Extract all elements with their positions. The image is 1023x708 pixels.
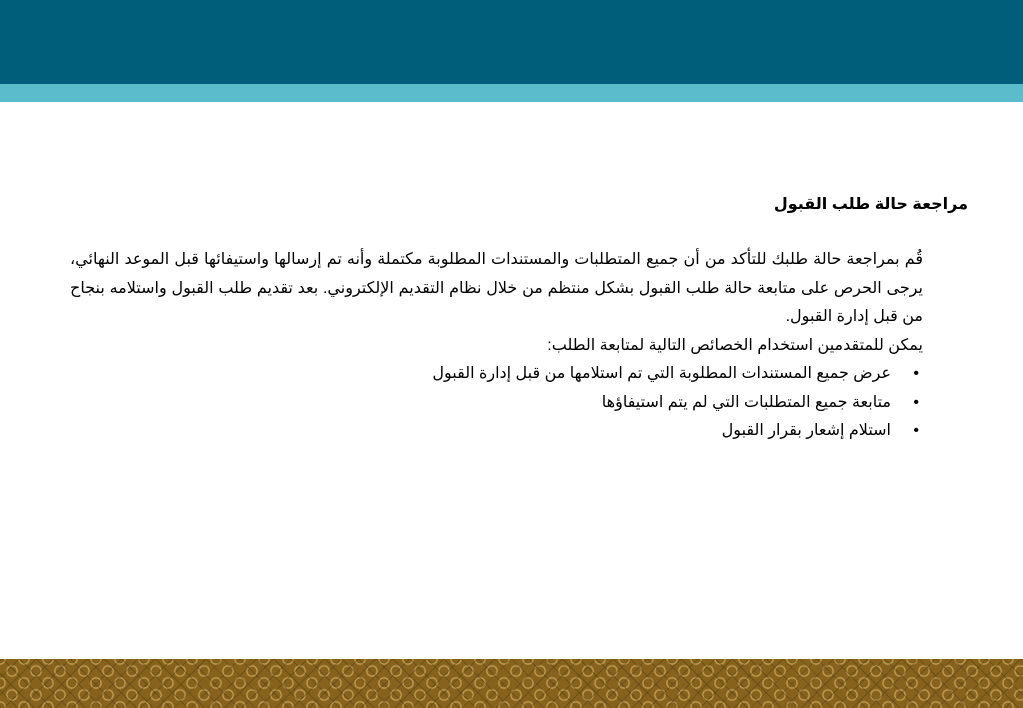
feature-list [70,360,923,446]
list-item-text: عرض جميع المستندات المطلوبة التي تم استلامها من قبل إدارة القبول [432,365,891,382]
list-item [70,417,923,446]
header-stripe [0,84,1023,102]
bullet-icon: • [913,422,919,439]
list-item-text: متابعة جميع المتطلبات التي لم يتم استيفاؤها [601,393,891,411]
list-item [70,389,923,418]
bullet-icon: • [913,393,919,411]
list-item-text: استلام إشعار بقرار القبول [721,422,891,439]
header-band [0,0,1023,84]
features-intro: يمكن للمتقدمين استخدام الخصائص التالية لمتابعة الطلب: [547,336,923,354]
slide-body [70,246,923,446]
bullet-icon: • [913,365,919,382]
list-item [70,360,923,389]
footer-pattern-overlay [0,659,1023,708]
slide-heading: مراجعة حالة طلب القبول [773,196,968,213]
slide-content [70,192,968,446]
intro-paragraph: قُم بمراجعة حالة طلبك للتأكد من أن جميع المتطلبات والمستندات المطلوبة مكتملة وأنه تم إرسالها واستيفائها قبل الموعد النهائي، يرجى الحرص على متابعة حالة طلب القبول بشكل منتظم من خلال نظام التقديم الإلكتروني. بعد تقديم طلب القبول واستلامه بنجاح من قبل إدارة القبول. [70,251,923,325]
